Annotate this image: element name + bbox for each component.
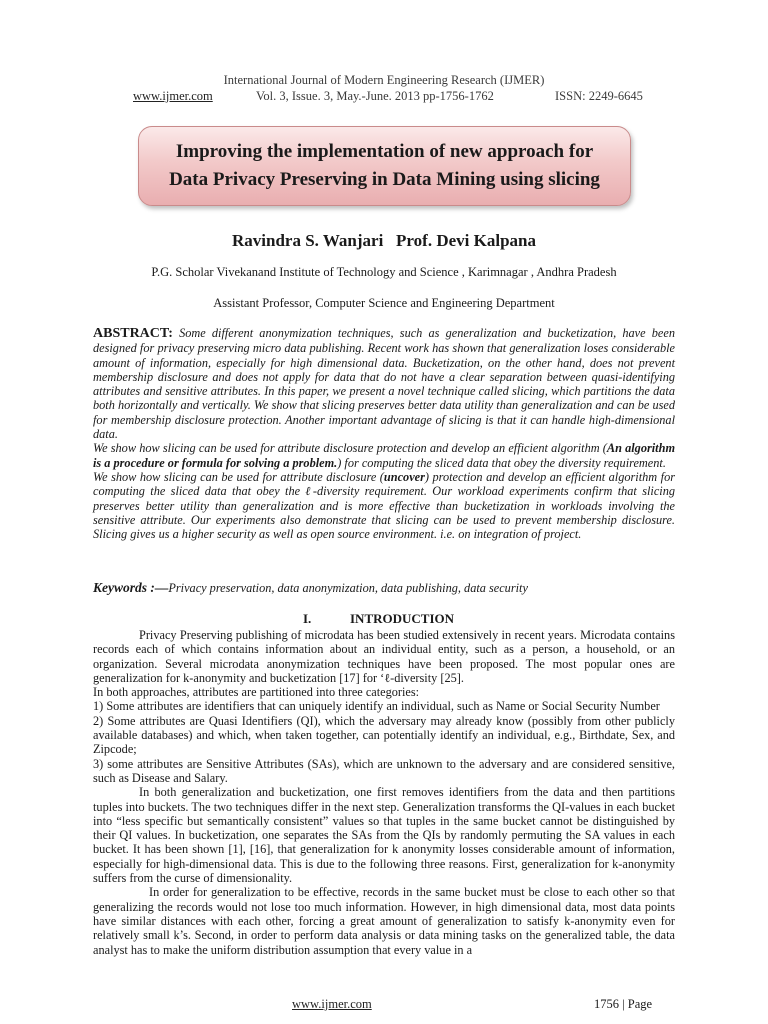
issn: ISSN: 2249-6645 [555,89,643,103]
journal-name: International Journal of Modern Engineering Research (IJMER) [223,73,545,87]
keywords [93,580,675,596]
footer-url-link[interactable]: www.ijmer.com [292,997,372,1011]
paper-title-line-2: Data Privacy Preserving in Data Mining using slicing [169,169,600,190]
intro-list-item-2: 2) Some attributes are Quasi Identifiers (QI), which the adversary may already know (possibly from other publicly available databases) and which, when taken together, can potentially identify an individual, e.g., Birthdate, Sex, and Zipcode; [93,713,675,757]
intro-paragraph-1: Privacy Preserving publishing of microdata has been studied extensively in recent years. Microdata contains records each of which contains information about an individual entity, such as a person, a household, or an organization. Several microdata anonymization techniques have been proposed. The most popular ones are generalization for k-anonymity and bucketization [17] for ‘ℓ-diversity [25]. [93,628,675,685]
abstract [93,326,675,541]
introduction-body [93,628,675,957]
abstract-text-3-bold: uncover [383,469,425,484]
abstract-text-3b: ) protection and develop an efficient algorithm for computing the sliced data that obey the ℓ-diversity requirement. Our workload experiments confirm that slicing preserves better utility than generalization and is more effective than bucketization in workloads involving the sensitive attribute. Our experiments also demonstrate that slicing can be used to prevent membership disclosure. Slicing gives us a higher security as well as open source environment. i.e. on integration of project. [93,469,675,542]
volume-info: Vol. 3, Issue. 3, May.-June. 2013 pp-1756-1762 [256,89,494,103]
title-box [138,126,631,206]
abstract-label: ABSTRACT: [93,326,173,341]
abstract-text-3a: We show how slicing can be used for attribute disclosure ( [93,469,384,484]
intro-list-item-3: 3) some attributes are Sensitive Attributes (SAs), which are unknown to the adversary and are considered sensitive, such as Disease and Salary. [93,756,675,785]
abstract-text-2-bold: An algorithm is a procedure or formula for solving a problem. [93,441,676,470]
intro-paragraph-3: In both generalization and bucketization, one first removes identifiers from the data and then partitions tuples into buckets. The two techniques differ in the next step. Generalization transforms the QI-values in each bucket into “less specific but semantically consistent” values so that tuples in the same bucket cannot be distinguished by their QI values. In bucketization, one separates the SAs from the QIs by randomly permuting the SA values in each bucket. It has been shown [1], [16], that generalization for k anonymity losses considerable amount of information, especially for high-dimensional data. This is due to the following three reasons. First, generalization for k-anonymity suffers from the curse of dimensionality. [93,785,675,886]
abstract-text-2a: We show how slicing can be used for attribute disclosure protection and develop an efficient algorithm ( [93,441,607,456]
abstract-text-1: Some different anonymization techniques, such as generalization and bucketization, have been designed for privacy preserving micro data publishing. Recent work has shown that generalization loses considerable amount of information, especially for high dimensional data. Bucketization, on the other hand, does not prevent membership disclosure and does not apply for data that do not have a clear separation between quasi-identifying attributes and sensitive attributes. In this paper, we present a novel technique called slicing, which partitions the data both horizontally and vertically. We show that slicing preserves better data utility than generalization and can be used for membership disclosure protection. Another important advantage of slicing is that it can handle high-dimensional data. [93,326,675,442]
intro-paragraph-4: In order for generalization to be effective, records in the same bucket must be close to each other so that generalizing the records would not lose too much information. However, in high dimensional data, most data points have similar distances with each other, forcing a great amount of generalization to satisfy k-anonymity even for relatively small k’s. Second, in order to perform data analysis or data mining tasks on the generalized table, the data analyst has to make the uniform distribution assumption that every value in a [93,885,675,957]
keywords-text: Privacy preservation, data anonymization, data publishing, data security [168,581,528,595]
section-number: I. [303,611,312,626]
paper-title-line-1: Improving the implementation of new approach for [175,141,594,162]
section-title: INTRODUCTION [350,611,455,626]
page-number: 1756 | Page [594,997,653,1011]
affiliation-2: Assistant Professor, Computer Science and Engineering Department [213,296,555,310]
affiliation-1: P.G. Scholar Vivekanand Institute of Technology and Science , Karimnagar , Andhra Pradesh [151,265,617,279]
abstract-paragraph-1 [93,326,675,441]
abstract-text-2b: ) for computing the sliced data that obey the diversity requirement. [337,455,666,470]
intro-list-item-1: 1) Some attributes are identifiers that can uniquely identify an individual, such as Name or Social Security Number [93,699,660,714]
abstract-paragraph-3 [93,470,675,541]
keywords-label: Keywords :— [93,580,169,595]
journal-url-link[interactable]: www.ijmer.com [133,89,213,103]
authors: Ravindra S. Wanjari Prof. Devi Kalpana [232,231,536,250]
intro-paragraph-2: In both approaches, attributes are partitioned into three categories: [93,685,420,700]
abstract-paragraph-2 [93,441,675,470]
